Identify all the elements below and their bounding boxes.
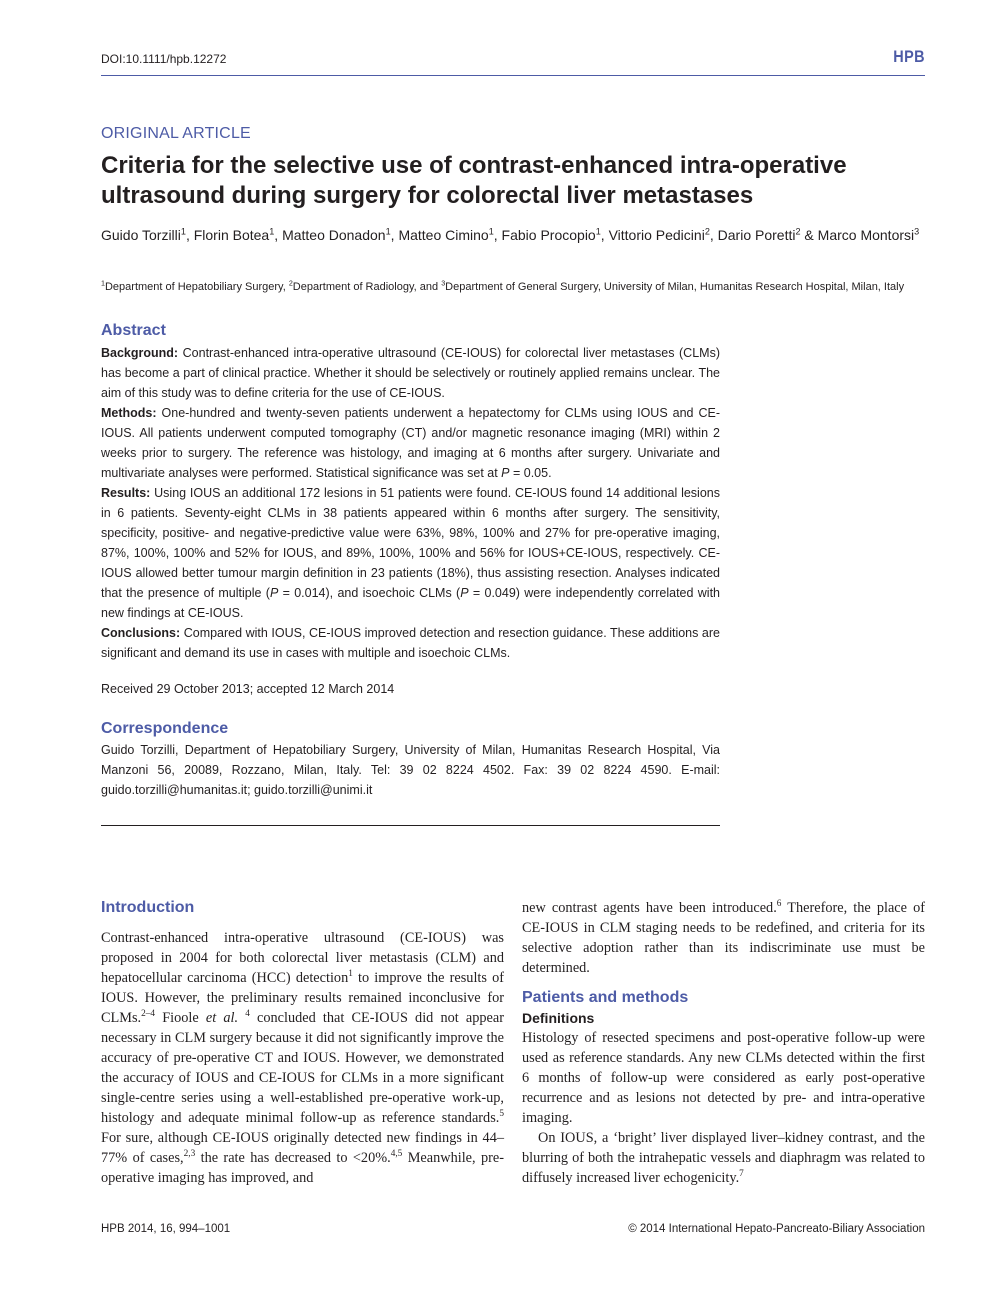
abstract-background xyxy=(101,343,720,403)
introduction-column xyxy=(101,898,504,1188)
definitions-subheading: Definitions xyxy=(522,1010,595,1026)
author-affiliation-marker: 1 xyxy=(180,226,186,237)
methods-text-end: = 0.05. xyxy=(509,466,552,480)
intro-text: to improve the results of IOUS. However, the preliminary results remained inconclusive for CLMs. xyxy=(101,970,505,1026)
et-al: et al. xyxy=(205,1010,239,1026)
author-affiliation-marker: 2 xyxy=(795,226,801,237)
methods-paragraph xyxy=(522,1128,925,1188)
intro-text: For sure, although CE-IOUS originally detected new findings in 44–77% of cases, xyxy=(101,1130,504,1166)
affiliation-text: Department of Hepatobiliary Surgery, xyxy=(104,281,289,293)
received-dates: Received 29 October 2013; accepted 12 March 2014 xyxy=(101,682,395,696)
introduction-paragraph xyxy=(101,928,504,1188)
citation-ref: 7 xyxy=(739,1169,744,1180)
results-text: Using IOUS an additional 172 lesions in 51 patients were found. CE-IOUS found 14 additional lesions in 6 patients. Seventy-eight CLMs in 38 patients appeared within 6 months after surgery. The sensitivity, specificity, positive- and negative-predictive value were 63%, 98%, 100% and 27% for pre-operative imaging, 87%, 100%, 100% and 52% for IOUS, and 89%, 100%, 100% and 56% for IOUS+CE-IOUS, respectively. CE-IOUS allowed better tumour margin definition in 23 patients (18%), thus assisting resection. Analyses indicated that the presence of multiple ( xyxy=(101,486,720,600)
citation-ref: 5 xyxy=(499,1109,504,1120)
methods-text: One-hundred and twenty-seven patients underwent a hepatectomy for CLMs using IOUS and CE-IOUS. All patients underwent computed tomography (CT) and/or magnetic resonance imaging (MRI) within 2 weeks prior to surgery. The reference was histology, and imaging at 6 months after surgery. Univariate and multivariate analyses were performed. Statistical significance was set at xyxy=(101,406,720,480)
journal-logo: HPB xyxy=(893,47,925,66)
author-list xyxy=(101,225,925,245)
results-label: Results: xyxy=(101,486,151,500)
intro-text: new contrast agents have been introduced. xyxy=(522,900,777,916)
abstract-heading: Abstract xyxy=(101,322,166,339)
footer-copyright: © 2014 International Hepato-Pancreato-Biliary Association xyxy=(628,1223,925,1235)
article-title: Criteria for the selective use of contrast-enhanced intra-operative ultrasound during surgery for colorectal liver metastases xyxy=(101,152,847,209)
abstract-body xyxy=(101,343,720,663)
author-separator: , xyxy=(274,227,283,243)
right-column xyxy=(522,898,925,1188)
citation-ref: 2–4 xyxy=(141,1009,156,1020)
section-divider xyxy=(101,825,720,826)
author-name: Matteo Cimino xyxy=(398,227,489,243)
abstract-results xyxy=(101,483,720,623)
intro-text: Fioole xyxy=(155,1010,206,1026)
citation-ref: 4 xyxy=(245,1009,250,1020)
affiliation-text: Department of Radiology, and xyxy=(292,281,442,293)
affiliation-number: 1 xyxy=(101,279,105,288)
author-separator: & xyxy=(800,227,818,243)
abstract-methods xyxy=(101,403,720,483)
article-type: ORIGINAL ARTICLE xyxy=(101,125,251,142)
intro-text: Meanwhile, pre-operative imaging has improved, and xyxy=(101,1150,504,1186)
author-separator: , xyxy=(493,227,502,243)
author-affiliation-marker: 1 xyxy=(269,226,275,237)
p-symbol: P xyxy=(269,586,279,600)
header-rule xyxy=(101,75,925,76)
methods-paragraph: Histology of resected specimens and post-operative follow-up were used as reference standards. Any new CLMs detected within the first 6 months of follow-up were considered as early post-operative recurrence and as lesions not detected by pre- and intra-operative imaging. xyxy=(522,1030,925,1126)
footer-citation: HPB 2014, 16, 994–1001 xyxy=(101,1223,231,1235)
intro-text: Contrast-enhanced intra-operative ultrasound (CE-IOUS) was proposed in 2004 for both colorectal liver metastasis (CLM) and hepatocellular carcinoma (HCC) detection xyxy=(101,930,504,986)
results-text-end: = 0.049) were independently correlated with new findings at CE-IOUS. xyxy=(101,586,720,620)
author-affiliation-marker: 1 xyxy=(488,226,494,237)
intro-text: the rate has decreased to <20%. xyxy=(195,1150,391,1166)
conclusions-text: Compared with IOUS, CE-IOUS improved detection and resection guidance. These additions are significant and demand its use in cases with multiple and isoechoic CLMs. xyxy=(101,626,720,660)
conclusions-label: Conclusions: xyxy=(101,626,181,640)
background-text: Contrast-enhanced intra-operative ultrasound (CE-IOUS) for colorectal liver metastases (CLMs) has become a part of clinical practice. Whether it should be selectively or routinely applied remains unclear. The aim of this study was to define criteria for the use of CE-IOUS. xyxy=(101,346,720,400)
author-name: Guido Torzilli xyxy=(101,227,181,243)
p-symbol: P xyxy=(460,586,469,600)
introduction-continued xyxy=(522,898,925,978)
p-symbol: P xyxy=(501,466,510,480)
introduction-heading: Introduction xyxy=(101,899,195,916)
intro-text: Therefore, the place of CE-IOUS in CLM staging needs to be redefined, and criteria for its selective adoption rather than its indiscriminate use must be determined. xyxy=(522,900,925,976)
affiliations xyxy=(101,280,925,295)
abstract-conclusions xyxy=(101,623,720,663)
doi: DOI:10.1111/hpb.12272 xyxy=(101,52,227,66)
author-name: Marco Montorsi xyxy=(817,227,915,243)
background-label: Background: xyxy=(101,346,179,360)
author-separator: , xyxy=(390,227,399,243)
author-name: Matteo Donadon xyxy=(282,227,386,243)
author-name: Dario Poretti xyxy=(717,227,796,243)
author-affiliation-marker: 2 xyxy=(704,226,710,237)
author-separator: , xyxy=(185,227,194,243)
intro-text: concluded that CE-IOUS did not appear necessary in CLM surgery because it did not significantly improve the accuracy of pre-operative CT and IOUS. However, we demonstrated the accuracy of IOUS and CE-IOUS for CLMs in a more significant single-centre series using a well-established pre-operative work-up, histology and adequate minimal follow-up as reference standards. xyxy=(101,1010,504,1126)
citation-ref: 2,3 xyxy=(183,1149,196,1160)
author-name: Fabio Procopio xyxy=(501,227,596,243)
patients-methods-heading: Patients and methods xyxy=(522,989,689,1006)
results-text-mid: = 0.014), and isoechoic CLMs ( xyxy=(278,586,461,600)
citation-ref: 4,5 xyxy=(390,1149,403,1160)
citation-ref: 1 xyxy=(348,969,353,980)
affiliation-number: 3 xyxy=(441,279,446,288)
author-affiliation-marker: 3 xyxy=(914,226,920,237)
methods-text: On IOUS, a ‘bright’ liver displayed liver–kidney contrast, and the blurring of both the intrahepatic vessels and diaphragm was related to diffusely increased liver echogenicity. xyxy=(522,1130,925,1186)
correspondence-text: Guido Torzilli, Department of Hepatobiliary Surgery, University of Milan, Humanitas Research Hospital, Via Manzoni 56, 20089, Rozzano, Milan, Italy. Tel: 39 02 8224 4502. Fax: 39 02 8224 4590. E-mail: guido.torzilli@humanitas.it; guido.torzilli@unimi.it xyxy=(101,743,720,797)
author-name: Florin Botea xyxy=(193,227,270,243)
citation-ref: 6 xyxy=(776,899,782,910)
author-separator: , xyxy=(600,227,609,243)
methods-label: Methods: xyxy=(101,406,157,420)
author-affiliation-marker: 1 xyxy=(595,226,601,237)
author-separator: , xyxy=(709,227,718,243)
author-affiliation-marker: 1 xyxy=(385,226,391,237)
affiliation-number: 2 xyxy=(288,279,293,288)
affiliation-text: Department of General Surgery, University of Milan, Humanitas Research Hospital, Milan, Italy xyxy=(445,281,905,293)
author-name: Vittorio Pedicini xyxy=(608,227,705,243)
correspondence-heading: Correspondence xyxy=(101,720,229,737)
